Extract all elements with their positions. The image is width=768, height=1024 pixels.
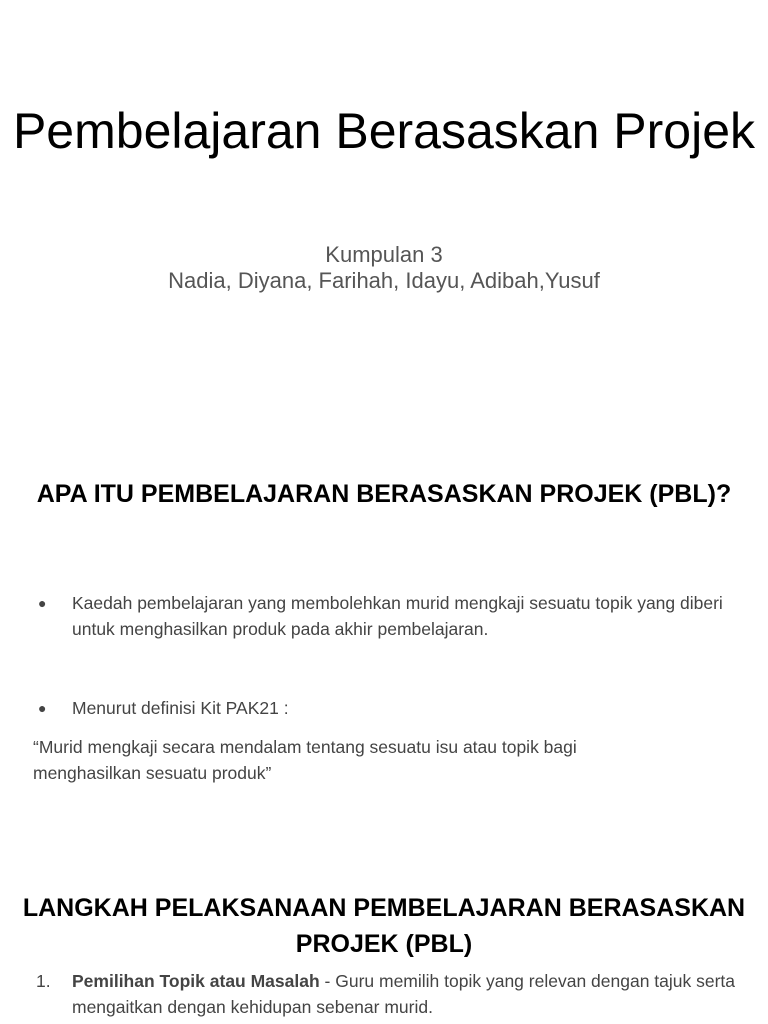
title-slide (0, 0, 768, 440)
slide-heading: LANGKAH PELAKSANAAN PEMBELAJARAN BERASASKAN PROJEK (PBL) (22, 894, 746, 958)
definition-quote: “Murid mengkaji secara mendalam tentang sesuatu isu atau topik bagi menghasilkan sesuatu produk” (33, 737, 577, 783)
group-name: Kumpulan 3 (325, 242, 443, 267)
bullet-item (38, 590, 738, 642)
presentation-subtitle (0, 242, 768, 294)
bullet-item (38, 695, 738, 721)
bullet-dot-icon: ● (38, 595, 47, 611)
bullet-dot-icon: ● (38, 700, 47, 716)
item-title: Pemilihan Topik atau Masalah (72, 971, 320, 991)
slide-heading: APA ITU PEMBELAJARAN BERASASKAN PROJEK (PBL)? (36, 480, 732, 508)
bullet-text: Kaedah pembelajaran yang membolehkan murid mengkaji sesuatu topik yang diberi untuk menghasilkan produk pada akhir pembelajaran. (72, 593, 723, 639)
numbered-item (36, 968, 736, 1020)
item-number: 1. (36, 971, 51, 991)
item-text (72, 968, 736, 1020)
bullet-text: Menurut definisi Kit PAK21 : (72, 698, 289, 718)
group-members: Nadia, Diyana, Farihah, Idayu, Adibah,Yusuf (168, 268, 600, 293)
item-description: - Guru memilih topik yang relevan dengan tajuk serta mengaitkan dengan kehidupan sebenar murid. (72, 971, 736, 1017)
definition-slide (0, 440, 768, 855)
presentation-title: Pembelajaran Berasaskan Projek (12, 103, 756, 159)
steps-slide (0, 855, 768, 1024)
